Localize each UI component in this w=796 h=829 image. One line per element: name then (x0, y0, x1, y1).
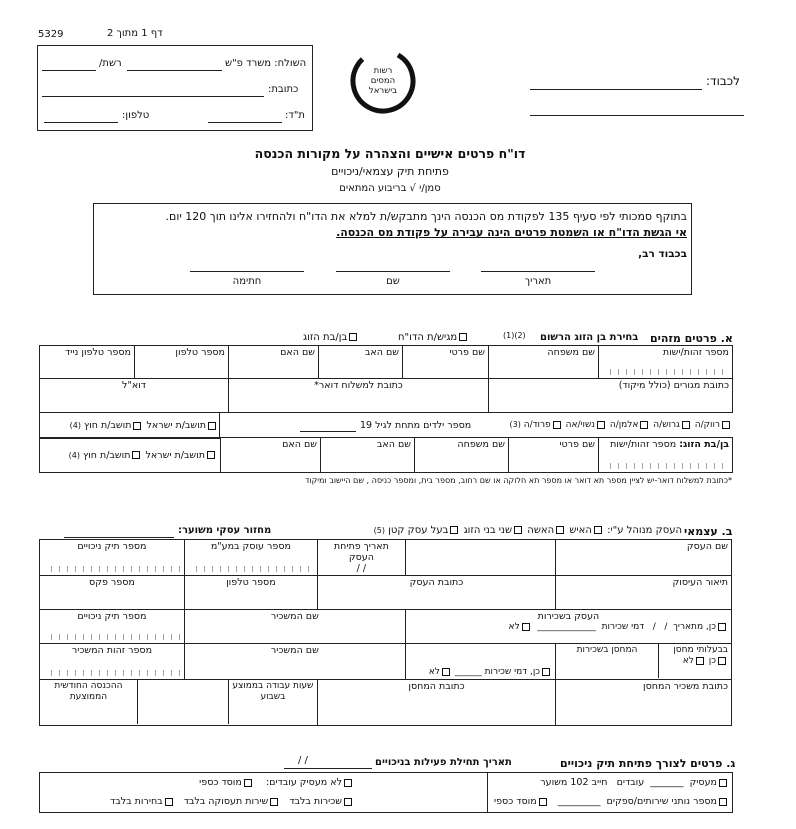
b-warehouse-owned-no: לא (682, 656, 694, 666)
logo-text: רשות המסים בישראל (368, 66, 398, 96)
b-rented-yes-checkbox[interactable] (718, 623, 726, 631)
b-open-date-slashes: / / (356, 563, 367, 574)
b-warehouse-rent-no-checkbox[interactable] (442, 668, 450, 676)
b-business-name-cell[interactable] (556, 540, 732, 576)
a-mobile-cell[interactable] (40, 346, 135, 379)
b-landlord-deduction-label: מספר תיק ניכויים (77, 611, 147, 622)
section-a-title: א. פרטים מזהים (650, 332, 733, 345)
section-b-table (39, 539, 732, 726)
b-warehouse-owned-label: בבעלותי מחסן (673, 645, 728, 655)
page-label: דף 1 מתוך 2 (107, 28, 163, 39)
spouse-resident-cell[interactable] (40, 438, 221, 473)
branch-line[interactable] (42, 70, 96, 71)
pobox-line[interactable] (208, 122, 282, 123)
spouse-mother-cell[interactable] (221, 438, 321, 473)
section-a-table (39, 345, 733, 413)
b-phone-cell[interactable] (184, 576, 317, 610)
start-date-line[interactable] (284, 768, 372, 769)
c-service-payers-checkbox[interactable] (719, 798, 727, 806)
a-father-cell[interactable] (319, 346, 403, 379)
b-landlord-id-label: מספר זהות המשכיר (71, 645, 153, 656)
opt-filer-label: מגיש/ת הדו"ח (398, 332, 458, 343)
b-warehouse-rent-yes-checkbox[interactable] (542, 668, 550, 676)
b-open-date-label: תאריך פתיחת העסק (333, 541, 389, 563)
a-mother-cell[interactable] (229, 346, 319, 379)
a-firstname-cell[interactable] (403, 346, 489, 379)
b-warehouse-landlord-cell[interactable] (184, 644, 405, 680)
c-employment-only-label: שירות תעסוקה בלבד (183, 796, 269, 807)
c-rent-only-label: שכירות בלבד (289, 796, 342, 807)
spouse-firstname-cell[interactable] (509, 438, 599, 473)
b-warehouse-landlord-label: שם המשכיר (270, 645, 319, 656)
c-elections-only-checkbox[interactable] (165, 798, 173, 806)
spouse-id-cell[interactable] (599, 438, 733, 473)
b-business-name-cell-2[interactable] (405, 540, 555, 576)
c-no-employer-label: לא מעסיק עובדים: (265, 777, 342, 788)
spouse-mother-label: שם האם (282, 439, 317, 450)
phone-label: טלפון: (122, 110, 150, 121)
c-employees-label: עובדים (616, 777, 645, 788)
b-warehouse-owned-yes: כן (708, 656, 716, 666)
turnover-line[interactable] (64, 537, 174, 538)
opt-man: האיש (569, 525, 592, 536)
spouse-father-label: שם האב (376, 439, 411, 450)
b-monthly-income-label: ההכנסה החודשית הממוצעת (54, 681, 123, 702)
notice-line-2: אי הגשת הדו"ח או השמטת פרטים הינה עבירה על פקודת מס הכנסה. (336, 226, 687, 239)
b-hours-income-cell[interactable] (40, 680, 318, 726)
spouse-lastname-label: שם משפחה (457, 439, 505, 450)
b-rented-no-checkbox[interactable] (522, 623, 530, 631)
spouse-lastname-cell[interactable] (415, 438, 509, 473)
spouse-table (39, 437, 733, 473)
to-line-1[interactable] (530, 89, 702, 90)
man-checkbox[interactable] (594, 526, 602, 534)
address-line[interactable] (42, 96, 264, 97)
minor-checkbox[interactable] (450, 526, 458, 534)
notice-date-label: תאריך (524, 276, 552, 287)
turnover-label: מחזור עסקי משוער: (178, 525, 272, 536)
form-title: דו"ח פרטים אישיים והצהרה על מקורות הכנסה (254, 146, 526, 161)
b-warehouse-owned-cell[interactable] (556, 644, 732, 680)
c-employer-label: מעסיק (689, 777, 717, 788)
b-landlord-addr-label: כתובת משכיר המחסן (643, 681, 728, 692)
a-phone-cell[interactable] (135, 346, 229, 379)
choose-spouse-ref: (1)(2) (503, 331, 526, 340)
b-landlord-id-cell[interactable] (40, 644, 185, 680)
tax-authority-logo (348, 46, 418, 116)
a-lastname-cell[interactable] (489, 346, 599, 379)
status-separated: פרוד/ה (523, 420, 551, 430)
b-deduction-cell[interactable] (40, 540, 185, 576)
spouse-firstname-label: שם פרטי (559, 439, 595, 450)
address-label: כתובת: (268, 84, 299, 95)
notice-regards: בכבוד רב, (638, 248, 687, 260)
c-finance2-label: מוסד כספי (494, 796, 537, 807)
b-warehouse-addr-label: כתובת המחסן (408, 681, 465, 692)
start-date-slashes: / / (298, 755, 308, 766)
sender-label: השולח: משרד פ"ש (225, 58, 307, 69)
b-landlord-deduction-cell[interactable] (40, 610, 185, 644)
b-occupation-label: תיאור העיסוק (672, 577, 728, 588)
opt-filer[interactable] (398, 332, 469, 343)
children-label: מספר ילדים מתחת לגיל 19 (360, 420, 472, 431)
section-b-title: ב. עצמאי (684, 525, 733, 538)
section-a-footnote: *כתובת למשלוח דואר-יש לציין מספר תא דואר או מספר תא חלוקה או שם רחוב, מספר בית, ומספר כניסה , שם היישוב ומיקוד (305, 476, 732, 485)
status-separated-checkbox[interactable] (553, 421, 561, 429)
c-no-employer-cell[interactable] (40, 773, 488, 813)
c-employer-checkbox[interactable] (719, 779, 727, 787)
c-finance2-checkbox[interactable] (539, 798, 547, 806)
opt-woman: האשה (527, 525, 555, 536)
b-warehouse-owned-yes-checkbox[interactable] (718, 657, 726, 665)
b-vat-label: מספר עוסק במע"מ (210, 541, 291, 552)
b-landlord-label: שם המשכיר (270, 611, 319, 622)
spouse-resident-israel-checkbox[interactable] (207, 451, 215, 459)
c-finance-checkbox[interactable] (244, 779, 252, 787)
a-father-label: שם האב (364, 347, 399, 358)
a-email-cell[interactable] (40, 379, 229, 413)
a-mother-label: שם האם (280, 347, 315, 358)
opt-spouse[interactable] (303, 332, 359, 343)
status-single-checkbox[interactable] (722, 421, 730, 429)
c-no-employer-checkbox[interactable] (344, 779, 352, 787)
to-line-2[interactable] (530, 115, 744, 116)
pobox-label: ת"ד: (285, 110, 305, 121)
b-vat-cell[interactable] (184, 540, 317, 576)
spouse-resident-ref: (4) (68, 450, 80, 460)
c-employer-cell[interactable]: מעסיק _______ עובדים חייב 102 משוער מספר נותני שירותים/ספקים _________ מוסד כספי (488, 773, 733, 813)
phone-line[interactable] (44, 122, 118, 123)
b-address-label: כתובת העסק (409, 577, 464, 588)
c-rent-only-checkbox[interactable] (344, 798, 352, 806)
spouse-resident-abroad: תושב/ת חוץ (83, 449, 131, 461)
children-line[interactable] (300, 431, 356, 432)
b-rented-no: לא (508, 622, 520, 632)
spouse-resident-abroad-checkbox[interactable] (132, 451, 140, 459)
to-label: לכבוד: (706, 74, 740, 88)
form-subtitle: פתיחת תיק עצמאי/ניכויים (331, 165, 449, 178)
c-liable102-label: חייב 102 משוער (540, 777, 608, 788)
a-phone-label: מספר טלפון (175, 347, 225, 358)
status-married-checkbox[interactable] (597, 421, 605, 429)
b-warehouse-addr-cell[interactable] (317, 680, 555, 726)
b-business-name-label: שם העסק (686, 541, 728, 552)
start-date-label: תאריך תחילת פעילות בניכויים (375, 757, 512, 768)
form-mark-instruction: סמן/י √ בריבוע המתאים (339, 183, 441, 194)
branch-label: רשת/ (99, 58, 122, 69)
minor-ref: (5) (373, 526, 385, 535)
b-rented-cell[interactable]: העסק בשכירות כן, מתאריך / / דמי שכירות _____________ לא (405, 610, 731, 644)
b-rented-yes-from: כן, מתאריך (673, 622, 716, 632)
opt-filer-checkbox[interactable] (459, 333, 467, 341)
a-mail-address-label: כתובת למשלוח דואר* (314, 380, 403, 391)
sender-line[interactable] (127, 70, 222, 71)
resident-israel: תושב/ת ישראל (146, 420, 206, 431)
a-lastname-label: שם משפחה (547, 347, 595, 358)
a-id-cell[interactable] (599, 346, 733, 379)
b-work-hours-label: שעות עבודה בממוצע בשבוע (232, 681, 314, 702)
section-c-title: ג. פרטים לצורך פתיחת תיק ניכויים (560, 757, 736, 770)
b-warehouse-rent-cell[interactable]: כן, דמי שכירות ______ לא (405, 644, 555, 680)
a-home-address-cell[interactable] (489, 379, 733, 413)
opt-spouse-label: בן/בת הזוג (303, 332, 348, 343)
status-widowed: אלמן/ה (609, 420, 639, 430)
a-email-label: דוא"ל (122, 380, 146, 391)
notice-line-1: בתוקף סמכותי לפי סעיף 135 לפקודת מס הכנסה הינך מתבקש/ת למלא את הדו"ח ולהחזירו אלינו תוך 120 יום. (165, 210, 687, 223)
status-divorced: גרוש/ה (653, 420, 680, 430)
choose-spouse-label: בחירת בן הזוג הרשום (540, 332, 639, 343)
c-employment-only-checkbox[interactable] (270, 798, 278, 806)
spouse-label: בן/בת הזוג: (679, 439, 729, 450)
b-rented-fee: דמי שכירות (601, 622, 645, 632)
spouse-father-cell[interactable] (321, 438, 415, 473)
managed-by-row (298, 525, 682, 536)
c-finance-label: מוסד כספי (199, 777, 242, 788)
b-landlord-addr-cell[interactable] (556, 680, 732, 726)
notice-name-label: שם (386, 276, 400, 287)
b-fax-label: מספר פקס (89, 577, 135, 588)
b-warehouse-rent-no: לא (428, 667, 440, 677)
status-single: רווק/ה (694, 420, 720, 430)
both-checkbox[interactable] (514, 526, 522, 534)
status-divorced-checkbox[interactable] (682, 421, 690, 429)
a-home-address-label: כתובת מגורים (כולל מיקוד) (618, 380, 729, 391)
c-elections-only-label: בחירות בלבד (110, 796, 163, 807)
a-mobile-label: מספר טלפון נייד (65, 347, 131, 358)
form-number: 5329 (38, 29, 64, 40)
section-c-table (39, 772, 733, 813)
status-ref: (3) (509, 420, 521, 429)
status-widowed-checkbox[interactable] (640, 421, 648, 429)
notice-signature-label: חתימה (232, 276, 262, 287)
b-warehouse-rent-yes: כן, דמי שכירות (484, 667, 541, 677)
resident-border-1 (39, 413, 220, 439)
b-fax-cell[interactable] (40, 576, 185, 610)
b-warehouse-owned-no-checkbox[interactable] (696, 657, 704, 665)
b-open-date-cell[interactable] (317, 540, 405, 576)
a-id-label: מספר זהות/ישות (662, 347, 729, 358)
b-deduction-label: מספר תיק ניכויים (77, 541, 147, 552)
notice-name-line[interactable] (336, 271, 450, 272)
a-mail-address-cell[interactable] (229, 379, 489, 413)
b-phone-label: מספר טלפון (226, 577, 276, 588)
a-firstname-label: שם פרטי (449, 347, 485, 358)
woman-checkbox[interactable] (556, 526, 564, 534)
resident-ref: (4) (69, 421, 81, 430)
b-warehouse-rented-label: המחסן בשכירות (576, 645, 638, 655)
opt-minor: בעל עסק קטן (388, 525, 449, 536)
notice-signature-line[interactable] (190, 271, 304, 272)
notice-date-line[interactable] (481, 271, 595, 272)
b-address-cell[interactable] (317, 576, 555, 610)
spouse-id-label: מספר זהות/ישות (610, 439, 677, 450)
opt-both: שני בני הזוג (463, 525, 513, 536)
b-landlord-cell[interactable] (184, 610, 405, 644)
spouse-resident-israel: תושב/ת ישראל (145, 449, 205, 461)
managed-by-label: העסק מנוהל ע"י: (607, 525, 682, 536)
status-married: נשוי/אה (565, 420, 595, 430)
b-occupation-cell[interactable] (556, 576, 732, 610)
c-service-payers-label: מספר נותני שירותים/ספקים (606, 796, 717, 807)
opt-spouse-checkbox[interactable] (349, 333, 357, 341)
b-rented-label: העסק בשכירות (537, 611, 600, 622)
resident-abroad: תושב/ת חוץ (84, 420, 132, 431)
